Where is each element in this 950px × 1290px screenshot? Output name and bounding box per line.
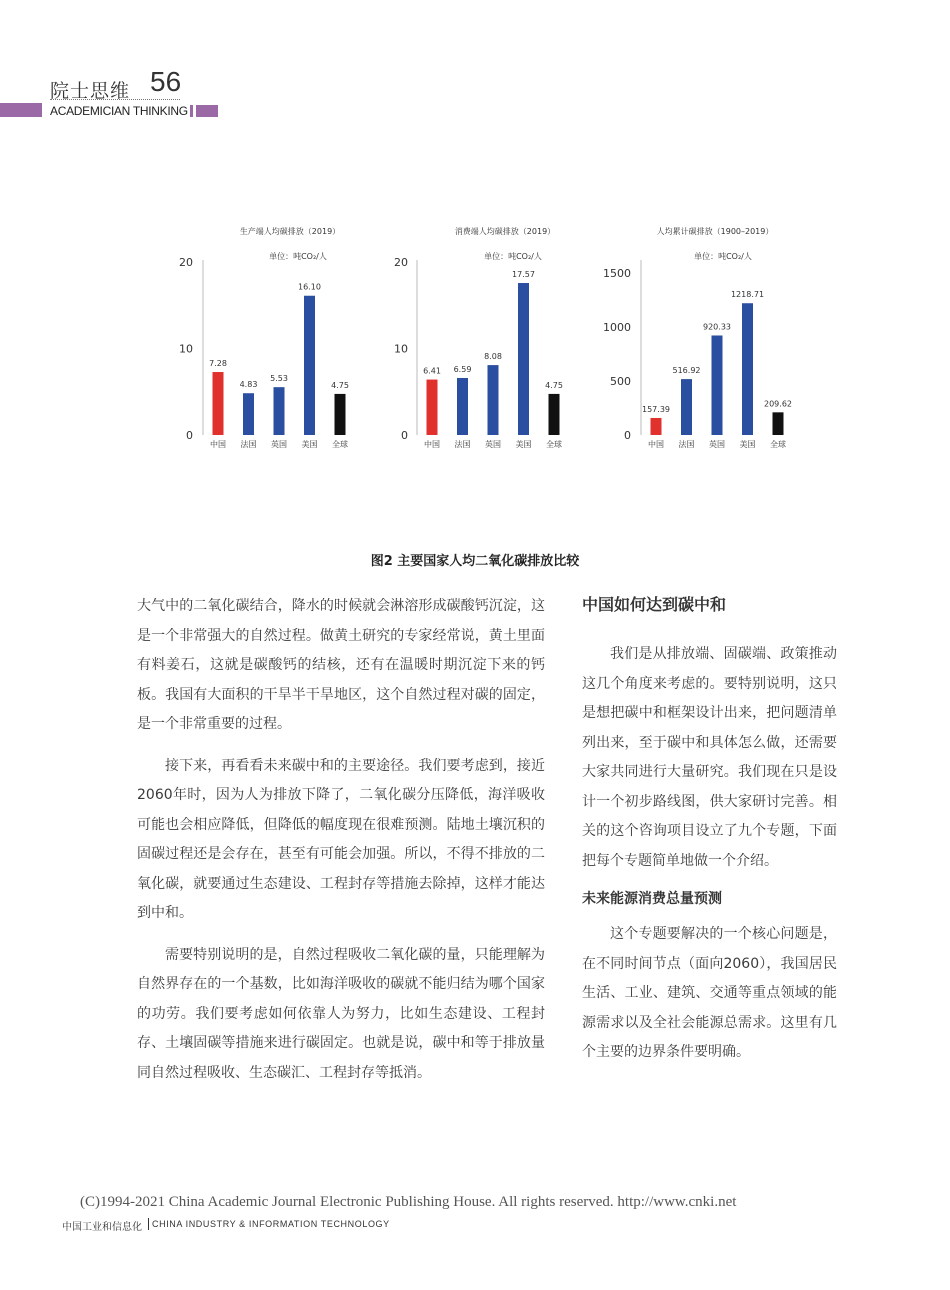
y-tick-label: 500	[610, 374, 631, 388]
bar-value-label: 6.41	[423, 366, 441, 376]
left-paragraph-3: 需要特别说明的是，自然过程吸收二氧化碳的量，只能理解为自然界存在的一个基数，比如海洋吸收的碳就不能归结为哪个国家的功劳。我们要考虑如何依靠人为努力，比如生态建设、工程封存、土壤固碳等措施来进行碳固定。也就是说，碳中和等于排放量同自然过程吸收、生态碳汇、工程封存等抵消。	[137, 946, 545, 1081]
y-tick-label: 20	[394, 256, 408, 269]
x-tick-label: 中国	[210, 440, 226, 449]
header-accent-bar	[0, 103, 42, 117]
bar-value-label: 4.75	[545, 380, 563, 390]
bar-value-label: 16.10	[298, 282, 321, 292]
bar-value-label: 7.28	[209, 359, 227, 369]
bar-value-label: 920.33	[703, 322, 731, 332]
bar-value-label: 157.39	[642, 404, 670, 414]
y-tick-label: 1500	[603, 266, 631, 280]
x-tick-label: 全球	[332, 440, 348, 449]
bar-法国	[457, 378, 468, 435]
bar-英国	[274, 387, 285, 435]
x-tick-label: 法国	[454, 440, 471, 449]
subheading-energy-forecast: 未来能源消费总量预测	[582, 891, 722, 907]
x-tick-label: 全球	[770, 440, 786, 449]
x-tick-label: 英国	[485, 440, 501, 449]
x-tick-label: 美国	[301, 440, 318, 449]
bar-英国	[712, 335, 723, 435]
bar-中国	[427, 380, 438, 435]
section-title-cn: 院士思维	[50, 80, 131, 102]
bar-value-label: 5.53	[270, 374, 288, 384]
bar-全球	[773, 412, 784, 435]
chart-title: 生产端人均碳排放（2019）	[239, 227, 341, 236]
figure-caption: 图2 主要国家人均二氧化碳排放比较	[370, 554, 580, 569]
x-tick-label: 美国	[515, 440, 532, 449]
bar-value-label: 4.83	[239, 380, 258, 390]
x-tick-label: 中国	[648, 440, 664, 449]
bar-美国	[518, 283, 529, 435]
x-tick-label: 全球	[546, 440, 562, 449]
bar-法国	[243, 393, 254, 435]
y-tick-label: 0	[186, 429, 193, 442]
section-title-en: ACADEMICIAN THINKING	[50, 104, 188, 118]
figure-2-charts	[0, 210, 950, 470]
right-paragraph-2: 这个专题要解决的一个核心问题是，在不同时间节点（面向2060），我国居民生活、工业、建筑、交通等重点领域的能源需求以及全社会能源总需求。这里有几个主要的边界条件要明确。	[582, 926, 837, 1060]
x-tick-label: 法国	[678, 440, 695, 449]
y-tick-label: 0	[401, 429, 408, 442]
y-tick-label: 0	[624, 429, 631, 442]
bar-value-label: 1218.71	[730, 290, 765, 300]
journal-name-cn: 中国工业和信息化	[62, 1222, 142, 1233]
bar-中国	[213, 372, 224, 435]
bar-全球	[549, 394, 560, 435]
bar-value-label: 17.57	[512, 270, 535, 280]
y-tick-label: 1000	[603, 320, 631, 334]
bar-value-label: 516.92	[672, 366, 701, 376]
bar-美国	[304, 296, 315, 435]
bar-value-label: 4.75	[331, 380, 349, 390]
bar-value-label: 209.62	[764, 399, 792, 409]
chart-title: 人均累计碳排放（1900–2019）	[656, 227, 774, 236]
section-heading-carbon-neutral: 中国如何达到碳中和	[582, 595, 727, 614]
chart-unit: 单位：吨CO₂/人	[694, 252, 752, 261]
chart-title: 消费端人均碳排放（2019）	[454, 227, 556, 236]
page-number: 56	[150, 66, 182, 97]
bar-法国	[681, 379, 692, 435]
left-paragraph-2: 接下来，再看看未来碳中和的主要途径。我们要考虑到，接近2060年时，因为人为排放下降了，二氧化碳分压降低，海洋吸收可能也会相应降低，但降低的幅度现在很难预测。陆地土壤沉积的固碳过程还是会存在，甚至有可能会加强。所以，不得不排放的二氧化碳，就要通过生态建设、工程封存等措施去除掉，这样才能达到中和。	[137, 757, 545, 921]
y-tick-label: 20	[179, 256, 193, 269]
bar-美国	[742, 303, 753, 435]
header-divider	[50, 99, 180, 100]
chart-unit: 单位：吨CO₂/人	[269, 252, 327, 261]
left-paragraph-1: 大气中的二氧化碳结合，降水的时候就会淋溶形成碳酸钙沉淀，这是一个非常强大的自然过程。做黄土研究的专家经常说，黄土里面有料姜石，这就是碳酸钙的结核，还有在温暖时期沉淀下来的钙板。我国有大面积的干旱半干旱地区，这个自然过程对碳的固定，是一个非常重要的过程。	[137, 598, 545, 732]
y-tick-label: 10	[394, 342, 408, 356]
bar-全球	[335, 394, 346, 435]
bar-英国	[488, 365, 499, 435]
y-tick-label: 10	[179, 342, 193, 356]
bar-value-label: 6.59	[453, 364, 472, 374]
journal-name-en: CHINA INDUSTRY & INFORMATION TECHNOLOGY	[152, 1219, 390, 1229]
copyright-notice: (C)1994-2021 China Academic Journal Electronic Publishing House. All rights reserved. http://www.cnki.net	[80, 1194, 737, 1210]
x-tick-label: 英国	[709, 440, 725, 449]
header-tick	[190, 105, 193, 117]
right-paragraph-1: 我们是从排放端、固碳端、政策推动这几个角度来考虑的。要特别说明，这只是想把碳中和框架设计出来，把问题清单列出来，至于碳中和具体怎么做，还需要大家共同进行大量研究。我们现在只是设计一个初步路线图，供大家研讨完善。相关的这个咨询项目设立了九个专题，下面把每个专题简单地做一个介绍。	[582, 646, 837, 869]
x-tick-label: 中国	[424, 440, 440, 449]
bar-中国	[651, 418, 662, 435]
footer-divider	[148, 1218, 149, 1230]
left-column	[137, 592, 545, 1100]
x-tick-label: 法国	[240, 440, 257, 449]
right-column	[582, 590, 837, 1076]
chart-unit: 单位：吨CO₂/人	[484, 252, 542, 261]
x-tick-label: 美国	[739, 440, 756, 449]
x-tick-label: 英国	[271, 440, 287, 449]
header-block	[196, 105, 218, 117]
bar-value-label: 8.08	[484, 352, 502, 362]
